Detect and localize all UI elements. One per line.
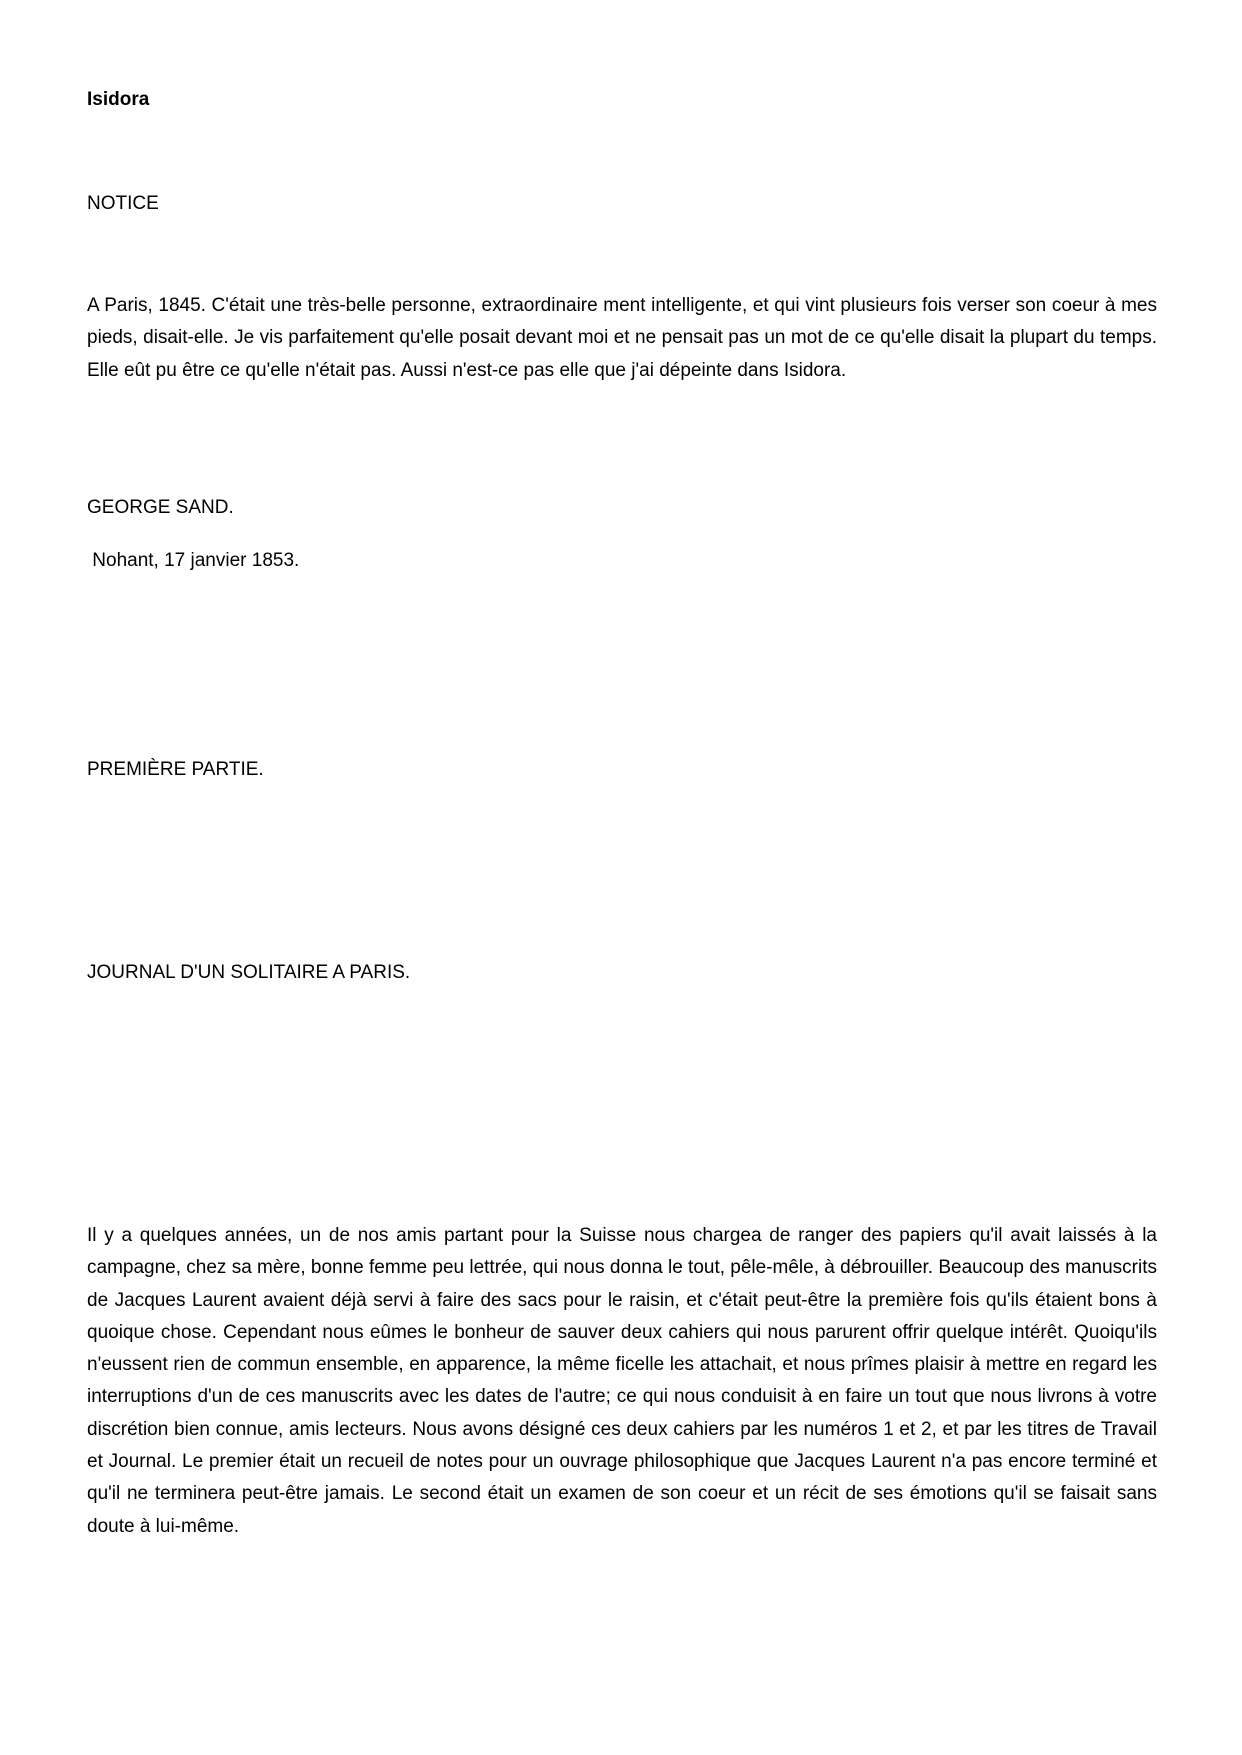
signature: GEORGE SAND. [87, 497, 234, 518]
document-title: Isidora [87, 89, 150, 110]
part-heading: PREMIÈRE PARTIE. [87, 759, 264, 780]
body-paragraph: Il y a quelques années, un de nos amis partant pour la Suisse nous chargea de ranger des papiers qu'il avait laissés à la campagne, chez sa mère, bonne femme peu lettrée, qui nous donna le tout, pêle-mêle, à débrouiller. Beaucoup des manuscrits de Jacques Laurent avaient déjà servi à faire des sacs pour le raisin, et c'était peut-être la première fois qu'ils étaient bons à quoique chose. Cependant nous eûmes le bonheur de sauver deux cahiers qui nous parurent offrir quelque intérêt. Quoiqu'ils n'eussent rien de commun ensemble, en apparence, la même ficelle les attachait, et nous prîmes plaisir à mettre en regard les interruptions d'un de ces manuscrits avec les dates de l'autre; ce qui nous conduisit à en faire un tout que nous livrons à votre discrétion bien connue, amis lecteurs. Nous avons désigné ces deux cahiers par les numéros 1 et 2, et par les titres de Travail et Journal. Le premier était un recueil de notes pour un ouvrage philosophique que Jacques Laurent n'a pas encore terminé et qu'il ne terminera peut-être jamais. Le second était un examen de son coeur et un récit de ses émotions qu'il se faisait sans doute à lui-même. [87, 1225, 1157, 1537]
section-heading: JOURNAL D'UN SOLITAIRE A PARIS. [87, 962, 411, 983]
notice-paragraph: A Paris, 1845. C'était une très-belle personne, extraordinaire ment intelligente, et qui vint plusieurs fois verser son coeur à mes pieds, disait-elle. Je vis parfaitement qu'elle posait devant moi et ne pensait pas un mot de ce qu'elle disait la plupart du temps. Elle eût pu être ce qu'elle n'était pas. Aussi n'est-ce pas elle que j'ai dépeinte dans Isidora. [87, 295, 1157, 381]
notice-heading: NOTICE [87, 193, 159, 214]
place-date: Nohant, 17 janvier 1853. [87, 550, 300, 571]
